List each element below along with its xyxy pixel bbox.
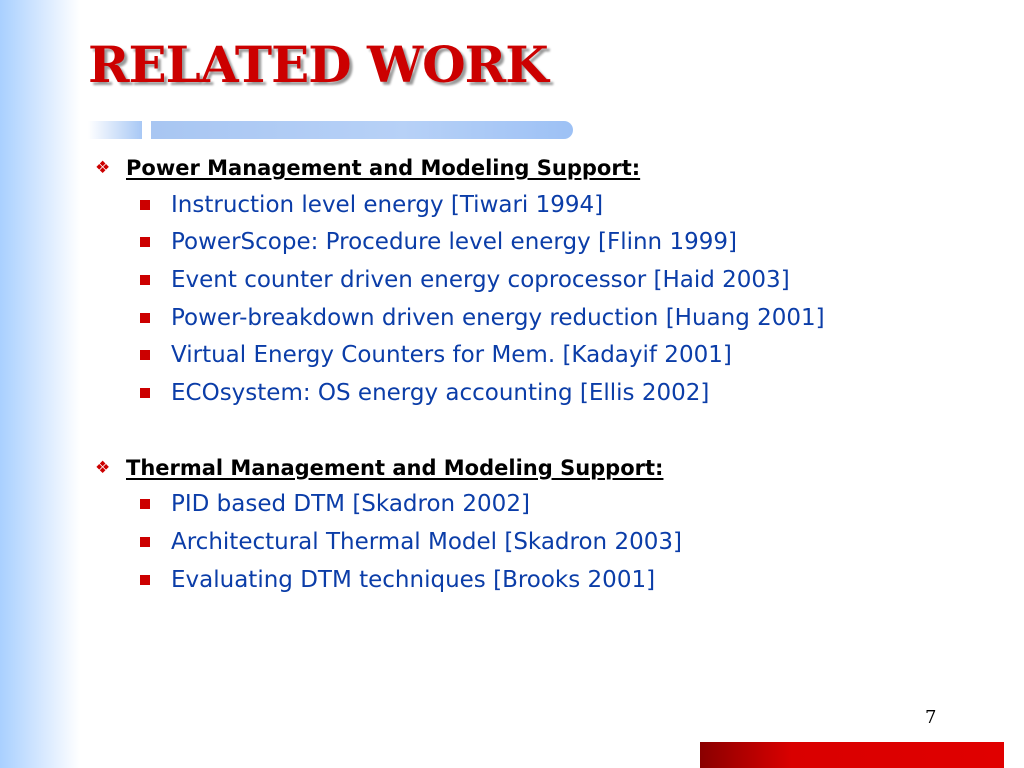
- list-item: [95, 186, 1015, 224]
- square-bullet-icon: [140, 313, 150, 323]
- list-item: [95, 299, 1015, 337]
- section-power: [95, 150, 1015, 412]
- list-item-text: Event counter driven energy coprocessor [Haid 2003]: [171, 266, 790, 293]
- page-number: 7: [925, 707, 937, 728]
- slide-content: [95, 150, 1015, 598]
- square-bullet-icon: [140, 388, 150, 398]
- title-underline-bar: [88, 121, 573, 139]
- underline-main-segment: [151, 121, 573, 139]
- square-bullet-icon: [140, 350, 150, 360]
- square-bullet-icon: [140, 537, 150, 547]
- list-item-text: Architectural Thermal Model [Skadron 2003]: [171, 528, 682, 555]
- section-heading: Power Management and Modeling Support:: [126, 156, 641, 180]
- list-item: [95, 336, 1015, 374]
- square-bullet-icon: [140, 575, 150, 585]
- diamond-bullet-icon: ❖: [95, 158, 111, 178]
- list-item-text: Instruction level energy [Tiwari 1994]: [171, 191, 604, 218]
- square-bullet-icon: [140, 499, 150, 509]
- diamond-bullet-icon: ❖: [95, 457, 111, 478]
- underline-fade-segment: [88, 121, 142, 139]
- list-item: [95, 261, 1015, 299]
- list-item-text: PowerScope: Procedure level energy [Flinn 1999]: [171, 229, 737, 256]
- list-item-text: PID based DTM [Skadron 2002]: [171, 491, 530, 518]
- section-heading: Thermal Management and Modeling Support:: [126, 455, 664, 480]
- list-item: [95, 224, 1015, 262]
- section-heading-row: [95, 450, 1015, 486]
- footer-accent-bar: [700, 742, 1004, 768]
- list-item: [95, 486, 1015, 524]
- side-gradient-band: [0, 0, 80, 768]
- list-item: [95, 523, 1015, 561]
- bullet-list: [95, 486, 1015, 599]
- square-bullet-icon: [140, 275, 150, 285]
- list-item: [95, 374, 1015, 412]
- bullet-list: [95, 186, 1015, 412]
- square-bullet-icon: [140, 200, 150, 210]
- list-item-text: Virtual Energy Counters for Mem. [Kadayif 2001]: [171, 342, 732, 369]
- slide-title: RELATED WORK: [88, 35, 548, 94]
- section-heading-row: [95, 150, 1015, 186]
- list-item-text: Power-breakdown driven energy reduction [Huang 2001]: [171, 304, 825, 331]
- list-item-text: ECOsystem: OS energy accounting [Ellis 2002]: [171, 379, 710, 406]
- list-item: [95, 561, 1015, 599]
- square-bullet-icon: [140, 237, 150, 247]
- section-thermal: [95, 450, 1015, 599]
- list-item-text: Evaluating DTM techniques [Brooks 2001]: [171, 566, 656, 593]
